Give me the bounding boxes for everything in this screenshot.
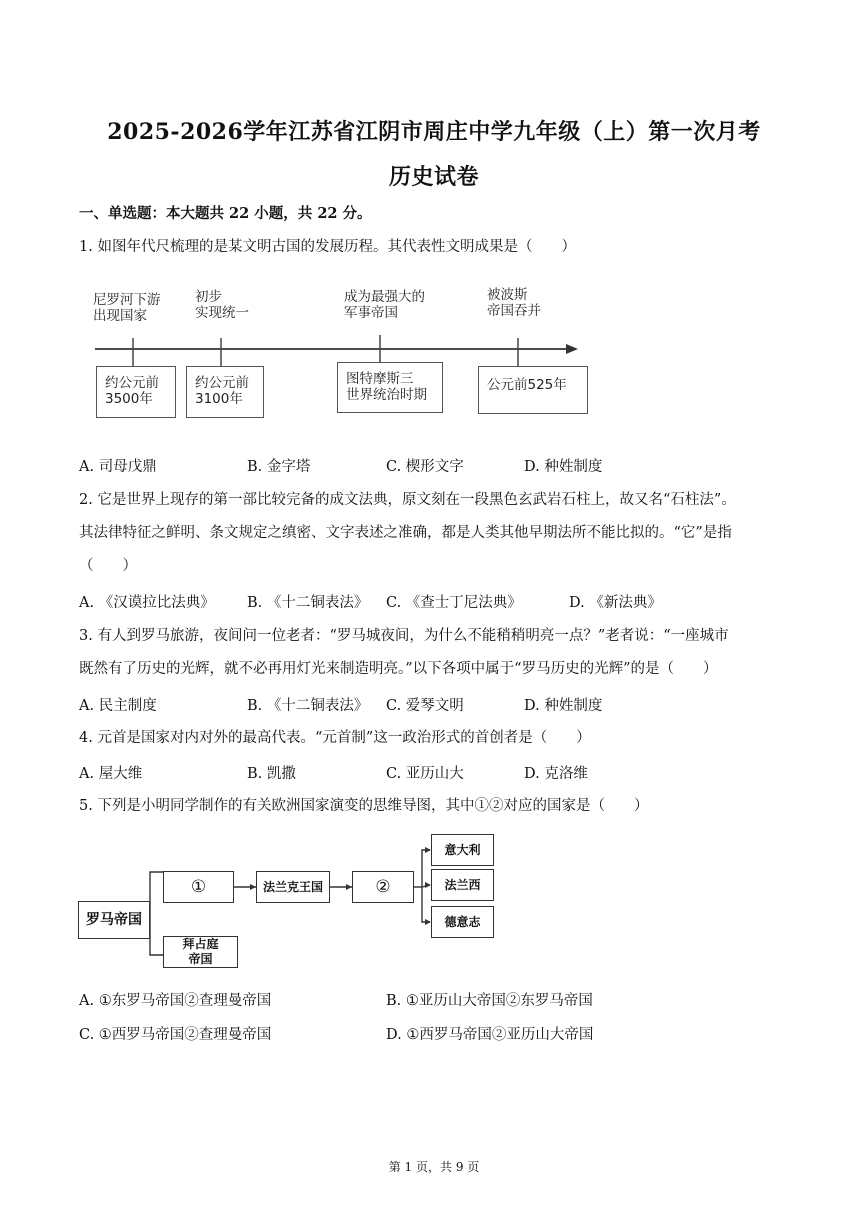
q1-option-d[interactable]: D. 种姓制度 <box>524 459 603 475</box>
event-3-line2: 军事帝国 <box>344 305 398 321</box>
q4-option-b[interactable]: B. 凯撒 <box>247 766 296 782</box>
q1-option-c[interactable]: C. 楔形文字 <box>386 459 464 475</box>
mindmap-france: 法兰西 <box>431 869 494 901</box>
event-4-line1: 被波斯 <box>487 287 528 303</box>
q5-option-d[interactable]: D. ①西罗马帝国②亚历山大帝国 <box>386 1027 594 1043</box>
event-2-line1: 初步 <box>195 289 222 305</box>
q2-option-c[interactable]: C. 《查士丁尼法典》 <box>386 595 522 611</box>
q3-option-c[interactable]: C. 爱琴文明 <box>386 698 464 714</box>
exam-title-line1: 2025-2026学年江苏省江阴市周庄中学九年级（上）第一次月考 <box>107 119 761 145</box>
mindmap-node-2: ② <box>352 871 414 903</box>
q2-option-a[interactable]: A. 《汉谟拉比法典》 <box>79 595 215 611</box>
q3-option-a[interactable]: A. 民主制度 <box>79 698 157 714</box>
q5-option-a[interactable]: A. ①东罗马帝国②查理曼帝国 <box>79 993 272 1009</box>
mindmap-germany: 德意志 <box>431 906 494 938</box>
q5-option-b[interactable]: B. ①亚历山大帝国②东罗马帝国 <box>386 993 593 1009</box>
q5-option-c[interactable]: C. ①西罗马帝国②查理曼帝国 <box>79 1027 272 1043</box>
q1-option-b[interactable]: B. 金字塔 <box>247 459 311 475</box>
q3-option-b[interactable]: B. 《十二铜表法》 <box>247 698 369 714</box>
q1-stem: 1. 如图年代尺梳理的是某文明古国的发展历程。其代表性文明成果是（ ） <box>79 239 576 255</box>
q3-stem-line2: 既然有了历史的光辉，就不必再用灯光来制造明亮。”以下各项中属于“罗马历史的光辉”的是（ ） <box>79 661 718 677</box>
date-1-line1: 约公元前 <box>105 375 159 391</box>
mindmap-root-roman-empire: 罗马帝国 <box>78 901 150 939</box>
q1-option-a[interactable]: A. 司母戊鼎 <box>79 459 157 475</box>
q2-stem-line3: （ ） <box>79 558 137 574</box>
date-3-line1: 图特摩斯三 <box>346 371 414 387</box>
q4-option-a[interactable]: A. 屋大维 <box>79 766 143 782</box>
mindmap-italy: 意大利 <box>431 834 494 866</box>
date-3-line2: 世界统治时期 <box>346 387 427 403</box>
date-4-line1: 公元前525年 <box>487 377 567 393</box>
date-2-line2: 3100年 <box>195 391 243 407</box>
page-footer: 第 1 页，共 9 页 <box>388 1160 480 1174</box>
q5-stem: 5. 下列是小明同学制作的有关欧洲国家演变的思维导图，其中①②对应的国家是（ ） <box>79 798 649 814</box>
event-3-line1: 成为最强大的 <box>344 289 425 305</box>
q2-option-b[interactable]: B. 《十二铜表法》 <box>247 595 369 611</box>
q3-stem-line1: 3. 有人到罗马旅游，夜间问一位老者：“罗马城夜间，为什么不能稍稍明亮一点？”老者说：“一座城市 <box>79 628 729 644</box>
event-1-line1: 尼罗河下游 <box>93 292 161 308</box>
q4-option-c[interactable]: C. 亚历山大 <box>386 766 464 782</box>
mindmap-node-1: ① <box>163 871 234 903</box>
q2-option-d[interactable]: D. 《新法典》 <box>569 595 662 611</box>
q2-stem-line2: 其法律特征之鲜明、条文规定之缜密、文字表述之准确，都是人类其他早期法所不能比拟的。“它”是指 <box>79 525 732 541</box>
date-2-line1: 约公元前 <box>195 375 249 391</box>
date-1-line2: 3500年 <box>105 391 153 407</box>
mindmap-frankish-kingdom: 法兰克王国 <box>256 871 330 903</box>
section-heading: 一、单选题：本大题共 22 小题，共 22 分。 <box>79 205 372 222</box>
event-1-line2: 出现国家 <box>93 308 147 324</box>
mindmap-byzantine: 拜占庭帝国 <box>163 936 238 968</box>
q2-stem-line1: 2. 它是世界上现存的第一部比较完备的成文法典，原文刻在一段黑色玄武岩石柱上，故又名“石柱法”。 <box>79 492 736 508</box>
q4-option-d[interactable]: D. 克洛维 <box>524 766 588 782</box>
q3-option-d[interactable]: D. 种姓制度 <box>524 698 603 714</box>
q4-stem: 4. 元首是国家对内对外的最高代表。“元首制”这一政治形式的首创者是（ ） <box>79 730 591 746</box>
exam-title-line2: 历史试卷 <box>388 164 479 190</box>
event-4-line2: 帝国吞并 <box>487 303 541 319</box>
event-2-line2: 实现统一 <box>195 305 249 321</box>
